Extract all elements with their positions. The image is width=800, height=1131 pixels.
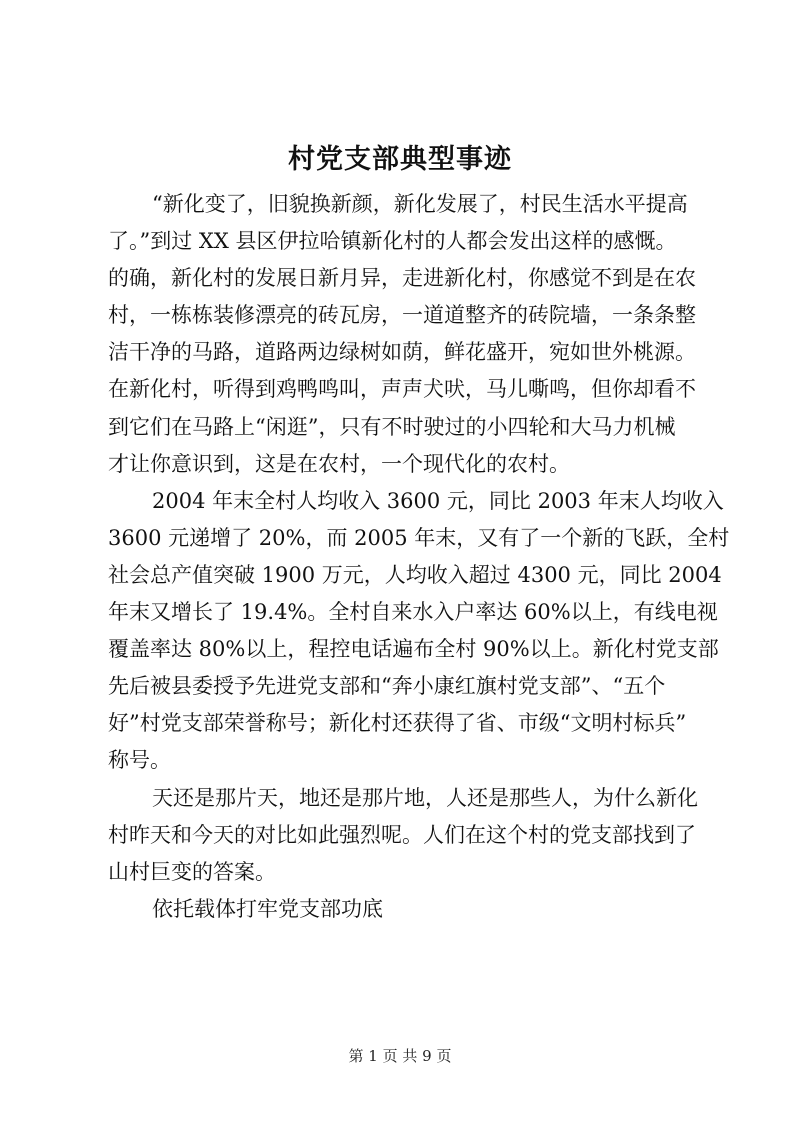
section-heading bbox=[108, 891, 708, 928]
text-line: 在新化村，听得到鸡鸭鸣叫，声声犬吠，马儿嘶鸣，但你却看不 bbox=[108, 377, 696, 402]
text-line: 村昨天和今天的对比如此强烈呢。人们在这个村的党支部找到了 bbox=[108, 822, 696, 847]
text-line: 3600 元递增了 20%，而 2005 年末，又有了一个新的飞跃，全村 bbox=[108, 525, 730, 550]
text-line: 称号。 bbox=[108, 748, 171, 773]
text-line: 年末又增长了 19.4%。全村自来水入户率达 60%以上，有线电视 bbox=[108, 600, 718, 625]
text-line: “新化变了，旧貌换新颜，新化发展了，村民生活水平提高 bbox=[152, 192, 688, 216]
document-body bbox=[108, 186, 730, 928]
text-line: 了。”到过 XX 县区伊拉哈镇新化村的人都会发出这样的感慨。 bbox=[108, 229, 677, 254]
page-footer: 第 1 页 共 9 页 bbox=[348, 1047, 452, 1065]
text-line: 依托载体打牢党支部功底 bbox=[152, 896, 383, 921]
text-line: 先后被县委授予先进党支部和“奔小康红旗村党支部”、“五个 bbox=[108, 674, 666, 699]
text-line: 到它们在马路上“闲逛”，只有不时驶过的小四轮和大马力机械 bbox=[108, 414, 676, 439]
text-line: 覆盖率达 80%以上，程控电话遍布全村 90%以上。新化村党支部 bbox=[108, 637, 719, 662]
text-line: 的确，新化村的发展日新月异，走进新化村，你感觉不到是在农 bbox=[108, 266, 696, 291]
paragraph-1 bbox=[108, 186, 708, 483]
text-line: 山村巨变的答案。 bbox=[108, 859, 276, 884]
paragraph-2 bbox=[108, 483, 730, 780]
text-line: 社会总产值突破 1900 万元，人均收入超过 4300 元，同比 2004 bbox=[108, 562, 722, 587]
text-line: 村，一栋栋装修漂亮的砖瓦房，一道道整齐的砖院墙，一条条整 bbox=[108, 303, 696, 328]
text-line: 天还是那片天，地还是那片地，人还是那些人，为什么新化 bbox=[152, 785, 698, 810]
document-title: 村党支部典型事迹 bbox=[288, 144, 512, 175]
paragraph-3 bbox=[108, 780, 708, 891]
text-line: 才让你意识到，这是在农村，一个现代化的农村。 bbox=[108, 451, 570, 476]
text-line: 2004 年末全村人均收入 3600 元，同比 2003 年末人均收入 bbox=[152, 488, 724, 513]
text-line: 好”村党支部荣誉称号；新化村还获得了省、市级“文明村标兵” bbox=[108, 711, 687, 736]
text-line: 洁干净的马路，道路两边绿树如荫，鲜花盛开，宛如世外桃源。 bbox=[108, 340, 696, 365]
